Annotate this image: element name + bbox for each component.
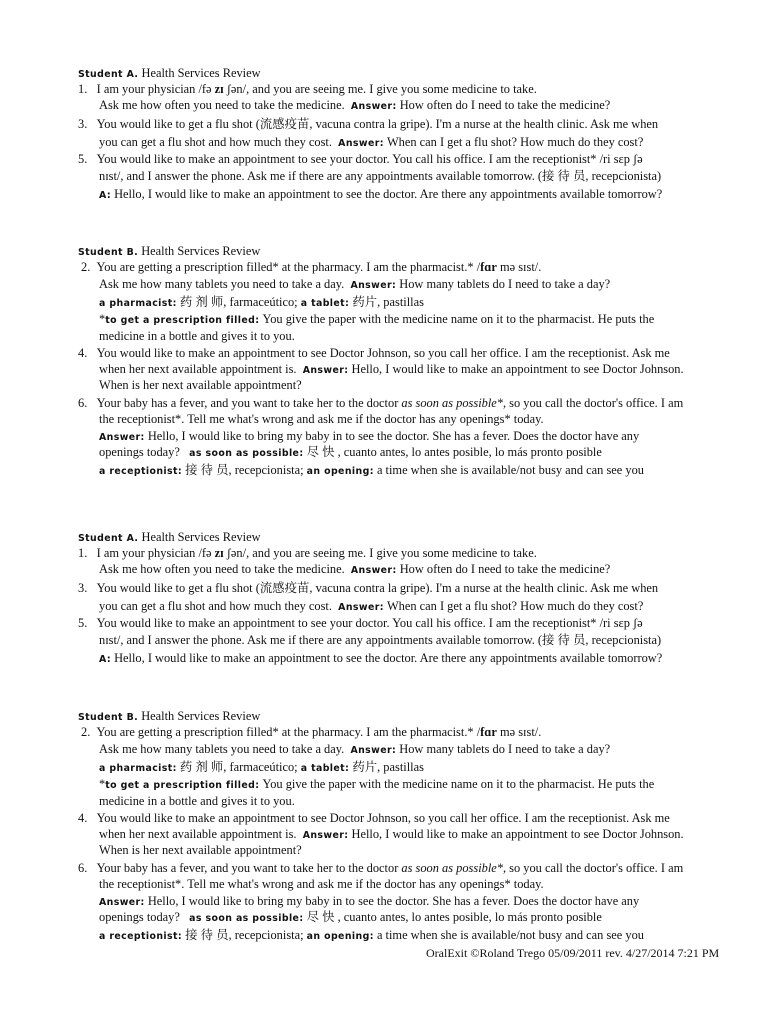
section-a-1-items-1-line2: you can get a flu shot and how much they cost. (99, 135, 332, 149)
section-b-1-heading-label: Student B. (78, 247, 139, 258)
section-b-1-item2-gloss2-text: 药片, pastillas (352, 295, 424, 309)
section-b-1-item2-gloss2-text: 药片, pastillas (352, 760, 424, 774)
section-b-1-item2-line1-bold: fɑr (480, 725, 497, 739)
section-b-1-item6-line1-italic: as soon as possible* (401, 396, 503, 410)
section-b-1-item2-line1-post: mə sɪst/. (496, 725, 542, 739)
section-b-1-item2-answer-label: Answer: (350, 745, 397, 756)
section-a-1-items-1-answer: When can I get a flu shot? How much do they cost? (386, 135, 644, 149)
b-item-6-line2 (99, 411, 544, 427)
b-item-2-line2 (99, 276, 610, 294)
section-b-1-item2-note-line2: medicine in a bottle and gives it to you. (99, 794, 295, 808)
section-a-1-items-1-answer-label: Answer: (338, 138, 384, 149)
section-b-1-item2-line2: Ask me how many tablets you need to take a day. (99, 742, 345, 756)
section-a-1-items-1-line1: You would like to get a flu shot (流感疫苗, vacuna contra la gripe). I'm a nurse at the health clinic. Ask me when (96, 117, 659, 131)
section-b-1-item4-line2: when her next available appointment is. (99, 827, 297, 841)
section-b-1-item6-line1-post: , so you call the doctor's office. I am (502, 861, 684, 875)
section-b-1-item6-num: 6. (78, 396, 88, 410)
a2-item-5-line1 (78, 615, 643, 631)
a-item-3-line2 (99, 134, 643, 152)
section-b-1-item6-answer-label: Answer: (99, 432, 145, 443)
section-b-1-item6-gloss2-text: 接 待 员, recepcionista; (185, 463, 304, 477)
b-item-6-line1 (78, 395, 683, 411)
section-a-1-items-1-num: 3. (78, 117, 88, 131)
section-b-1-heading-label: Student B. (78, 712, 139, 723)
section-b-1-item4-line3: When is her next available appointment? (99, 843, 302, 857)
a-item-5-line1 (78, 151, 643, 167)
a2-item-5-line2 (99, 632, 661, 648)
b-item-2-note-line2 (99, 328, 295, 344)
section-b-1-item6-gloss3-label: an opening: (306, 931, 374, 942)
section-a-1-items-0-line1-end: ʃən/, and you are seeing me. I give you some medicine to take. (223, 82, 537, 96)
section-b-1-item6-line2: the receptionist*. Tell me what's wrong and ask me if the doctor has any openings* today. (99, 412, 544, 426)
b-item-2-line1 (81, 259, 541, 275)
section-b-1-item6-answer-label: Answer: (99, 897, 145, 908)
section-b-1-item2-note-prefix: * (99, 777, 106, 791)
section-a-1-items-2-line2: nɪst/, and I answer the phone. Ask me if there are any appointments available tomorrow. (接 待 员, recepcionista) (99, 169, 662, 183)
section-b-1-item6-gloss1-label: as soon as possible: (189, 448, 304, 459)
section-b-1-item2-answer: How many tablets do I need to take a day? (399, 742, 611, 756)
section-b-1-item4-num: 4. (78, 346, 88, 360)
a2-item-5-answer (99, 650, 662, 668)
section-b-1-item6-answer: Hello, I would like to bring my baby in to see the doctor. She has a fever. Does the doctor have any (147, 894, 640, 908)
section-b-1-item2-line1-pre: You are getting a prescription filled* at the pharmacy. I am the pharmacist.* / (96, 260, 481, 274)
section-b-1-item2-gloss1-text: 药 剂 师, farmaceútico; (179, 295, 298, 309)
section-a-1-items-2-line1: You would like to make an appointment to see your doctor. You call his office. I am the receptionist* /ri sɛp ʃə (96, 152, 643, 166)
b-item-6-line4 (99, 444, 602, 462)
b2-item-4-line1 (78, 810, 670, 826)
section-b-1-heading-title: Health Services Review (141, 709, 261, 723)
section-b-1-item2-line1-bold: fɑr (480, 260, 497, 274)
a-item-3-line1 (78, 116, 658, 132)
section-a-1-items-1-answer-label: Answer: (338, 602, 384, 613)
b2-item-6-line4 (99, 909, 602, 927)
section-b-1-item2-answer: How many tablets do I need to take a day? (399, 277, 611, 291)
section-b-1-item2-line1-pre: You are getting a prescription filled* at the pharmacy. I am the pharmacist.* / (96, 725, 481, 739)
section-b-1-item6-gloss2-text: 接 待 员, recepcionista; (185, 928, 304, 942)
section-b-1-item2-note-text: You give the paper with the medicine name on it to the pharmacist. He puts the (262, 777, 655, 791)
section-b-1-item2-num: 2. (81, 260, 91, 274)
b2-item-2-line2 (99, 741, 610, 759)
section-b-1-item2-gloss2-label: a tablet: (300, 298, 350, 309)
section-b-1-item6-gloss2-label: a receptionist: (99, 931, 183, 942)
b-item-6-glosses (99, 462, 644, 480)
section-a-1-heading-label: Student A. (78, 533, 139, 544)
section-b-1-item4-answer-label: Answer: (302, 365, 349, 376)
section-a-1-items-0-answer: How often do I need to take the medicine? (399, 562, 611, 576)
section-b-1-item6-gloss1-label: as soon as possible: (189, 913, 304, 924)
section-a-1-heading-title: Health Services Review (141, 530, 261, 544)
section-a-1-items-0-line1-ipa-bold: zɪ (214, 82, 224, 96)
section-b-1-item6-line1-italic: as soon as possible* (401, 861, 503, 875)
section-b-1-item2-num: 2. (81, 725, 91, 739)
section-b-1-item4-num: 4. (78, 811, 88, 825)
section-b-1-item4-line1: You would like to make an appointment to see Doctor Johnson, so you call her office. I am the receptionist. Ask me (96, 811, 670, 825)
section-b-1-item2-note-text: You give the paper with the medicine name on it to the pharmacist. He puts the (262, 312, 655, 326)
b2-item-2-note (99, 776, 654, 794)
page-footer: OralExit ©Roland Trego 05/09/2011 rev. 4/27/2014 7:21 PM (426, 946, 720, 960)
a-item-5-line2 (99, 168, 661, 184)
section-a-1-items-2-num: 5. (78, 152, 88, 166)
b2-item-2-glosses (99, 759, 424, 777)
section-b-1-item6-answer: Hello, I would like to bring my baby in to see the doctor. She has a fever. Does the doctor have any (147, 429, 640, 443)
section-b-1-item2-gloss2-label: a tablet: (300, 763, 350, 774)
section-a-1-items-2-answer: Hello, I would like to make an appointment to see the doctor. Are there any appointments available tomorrow? (114, 187, 663, 201)
section-a-1-items-0-line1-end: ʃən/, and you are seeing me. I give you some medicine to take. (223, 546, 537, 560)
section-b-1-item6-gloss3-text: a time when she is available/not busy and can see you (376, 928, 644, 942)
section-b-1-item4-line3: When is her next available appointment? (99, 378, 302, 392)
section-b-1-item6-gloss2-label: a receptionist: (99, 466, 183, 477)
section-a-1-items-1-num: 3. (78, 581, 88, 595)
section-b-1-item6-line1-pre: Your baby has a fever, and you want to take her to the doctor (96, 861, 402, 875)
section-a-1-items-2-answer-label: A: (99, 654, 111, 665)
section-a-1-items-0-num: 1. (78, 82, 88, 96)
section-b-1-item2-gloss1-label: a pharmacist: (99, 298, 177, 309)
b2-item-6-line2 (99, 876, 544, 892)
section-a-1-items-0-line1-ipa-bold: zɪ (214, 546, 224, 560)
section-b-1-item6-gloss1-text: 尽 快 , cuanto antes, lo antes posible, lo más pronto posible (306, 910, 602, 924)
section-a-1-items-1-line1: You would like to get a flu shot (流感疫苗, vacuna contra la gripe). I'm a nurse at the health clinic. Ask me when (96, 581, 659, 595)
section-b-1-item2-line1-post: mə sɪst/. (496, 260, 542, 274)
a-item-1-line1 (78, 81, 537, 97)
a-item-5-answer (99, 186, 662, 204)
b2-item-2-line1 (81, 724, 541, 740)
b-item-4-line1 (78, 345, 670, 361)
a2-item-3-line2 (99, 598, 643, 616)
section-b-1-item6-gloss3-text: a time when she is available/not busy and can see you (376, 463, 644, 477)
b2-item-2-note-line2 (99, 793, 295, 809)
section-a-1-items-1-line2: you can get a flu shot and how much they cost. (99, 599, 332, 613)
section-a-1-items-2-answer: Hello, I would like to make an appointment to see the doctor. Are there any appointments available tomorrow? (114, 651, 663, 665)
section-b-1-item2-note-label: to get a prescription filled: (105, 315, 260, 326)
section-a-1-heading-label: Student A. (78, 69, 139, 80)
section-a-1-items-2-num: 5. (78, 616, 88, 630)
section-a-1-heading-title: Health Services Review (141, 66, 261, 80)
section-b-1-item6-num: 6. (78, 861, 88, 875)
section-b-1-item6-line4: openings today? (99, 445, 180, 459)
section-b-1-item2-note-label: to get a prescription filled: (105, 780, 260, 791)
b-item-2-note (99, 311, 654, 329)
section-a-1-items-0-answer-label: Answer: (350, 565, 397, 576)
section-b-1-item6-gloss3-label: an opening: (306, 466, 374, 477)
section-b-1-item6-gloss1-text: 尽 快 , cuanto antes, lo antes posible, lo más pronto posible (306, 445, 602, 459)
section-b-1-heading-title: Health Services Review (141, 244, 261, 258)
section-b-1-item2-line2: Ask me how many tablets you need to take a day. (99, 277, 345, 291)
section-a-1-items-0-answer-label: Answer: (350, 101, 397, 112)
section-a-1-items-1-answer: When can I get a flu shot? How much do they cost? (386, 599, 644, 613)
a2-item-1-line2 (99, 561, 610, 579)
section-b-1-item4-answer-label: Answer: (302, 830, 349, 841)
section-a-1-items-0-num: 1. (78, 546, 88, 560)
section-b-1-item2-gloss1-label: a pharmacist: (99, 763, 177, 774)
section-a-1-items-0-line1: I am your physician /fə (96, 546, 215, 560)
section-b-1-item6-line4: openings today? (99, 910, 180, 924)
section-a-1-items-0-line2: Ask me how often you need to take the medicine. (99, 98, 345, 112)
a2-item-3-line1 (78, 580, 658, 596)
section-a-1-items-0-line2: Ask me how often you need to take the medicine. (99, 562, 345, 576)
section-b-1-item4-answer: Hello, I would like to make an appointment to see Doctor Johnson. (351, 362, 684, 376)
section-b-1-item6-line1-post: , so you call the doctor's office. I am (502, 396, 684, 410)
b2-item-6-glosses (99, 927, 644, 945)
section-b-1-item2-gloss1-text: 药 剂 师, farmaceútico; (179, 760, 298, 774)
section-a-1-items-2-line1: You would like to make an appointment to see your doctor. You call his office. I am the receptionist* /ri sɛp ʃə (96, 616, 643, 630)
section-b-1-item6-line1-pre: Your baby has a fever, and you want to take her to the doctor (96, 396, 402, 410)
section-b-1-item4-line2: when her next available appointment is. (99, 362, 297, 376)
b-item-4-line3 (99, 377, 302, 393)
b2-item-6-line1 (78, 860, 683, 876)
section-b-1-item2-note-line2: medicine in a bottle and gives it to you. (99, 329, 295, 343)
section-b-1-item4-answer: Hello, I would like to make an appointment to see Doctor Johnson. (351, 827, 684, 841)
section-b-1-item4-line1: You would like to make an appointment to see Doctor Johnson, so you call her office. I am the receptionist. Ask me (96, 346, 670, 360)
section-a-1-items-0-answer: How often do I need to take the medicine? (399, 98, 611, 112)
a2-item-1-line1 (78, 545, 537, 561)
section-a-1-items-2-line2: nɪst/, and I answer the phone. Ask me if there are any appointments available tomorrow. (接 待 员, recepcionista) (99, 633, 662, 647)
section-b-1-item2-answer-label: Answer: (350, 280, 397, 291)
b-item-2-glosses (99, 294, 424, 312)
section-b-1-item2-note-prefix: * (99, 312, 106, 326)
section-a-1-items-0-line1: I am your physician /fə (96, 82, 215, 96)
a-item-1-line2 (99, 97, 610, 115)
section-a-1-items-2-answer-label: A: (99, 190, 111, 201)
b2-item-4-line3 (99, 842, 302, 858)
section-b-1-item6-line2: the receptionist*. Tell me what's wrong and ask me if the doctor has any openings* today. (99, 877, 544, 891)
